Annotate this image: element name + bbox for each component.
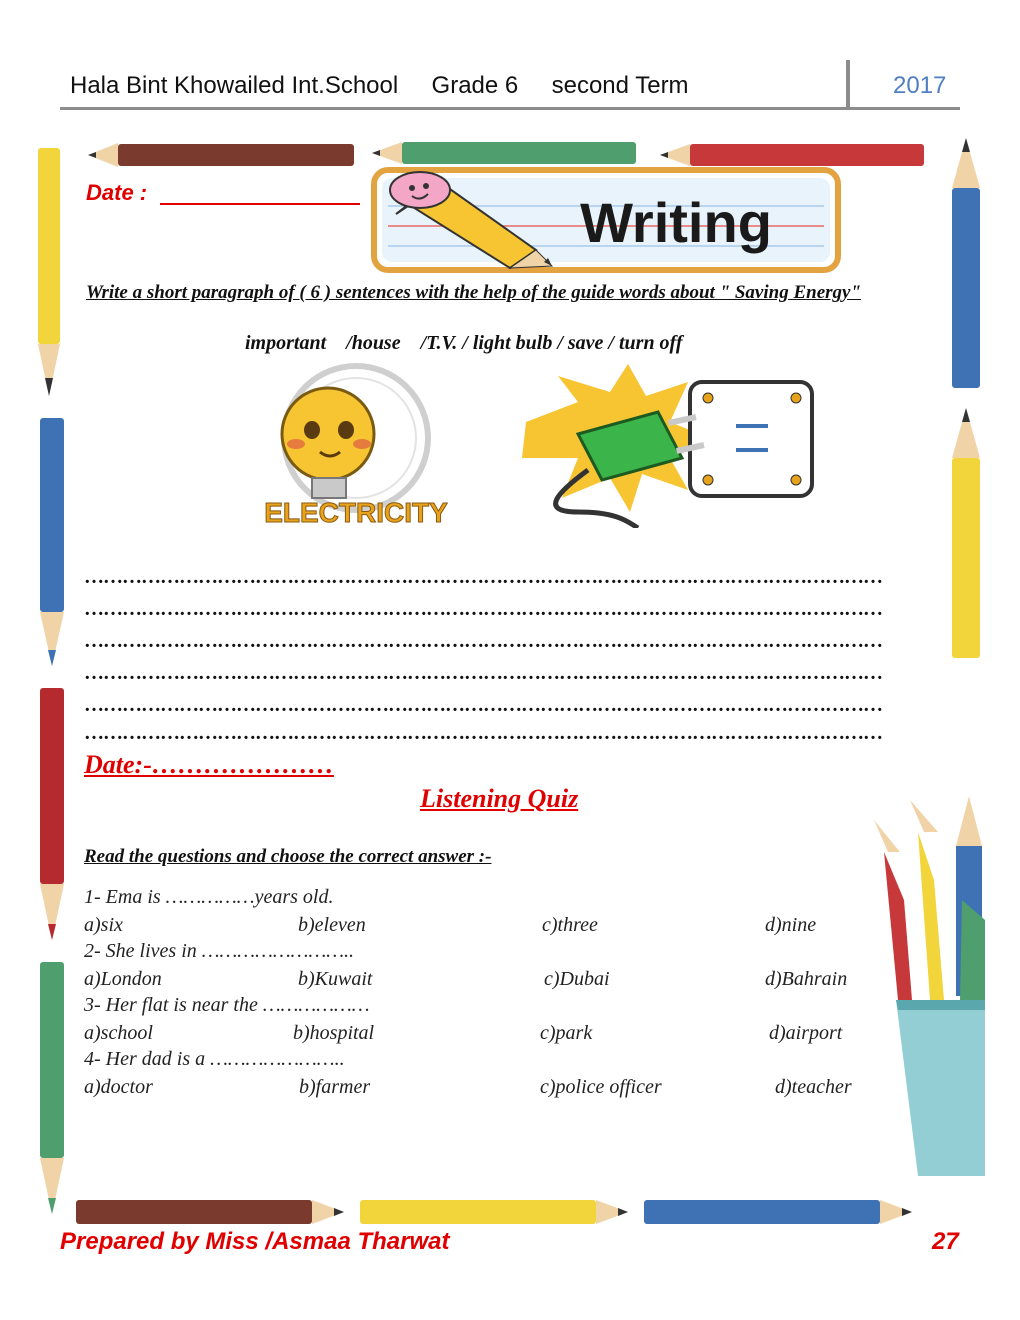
quiz-title: Listening Quiz	[420, 784, 579, 813]
light-bulb-picture	[216, 362, 496, 528]
answer-option-a[interactable]: a)London	[84, 968, 162, 990]
writing-date-underline	[160, 203, 360, 205]
bottom-pencil-yellow-icon	[360, 1200, 628, 1224]
writing-line[interactable]: ………………………………………………………………………………………………………………	[84, 662, 882, 684]
answer-option-c[interactable]: c)three	[542, 914, 598, 936]
left-pencil-yellow-icon	[38, 148, 60, 396]
answer-option-d[interactable]: d)Bahrain	[765, 968, 848, 990]
answer-option-b[interactable]: b)Kuwait	[298, 968, 373, 990]
answer-option-a[interactable]: a)six	[84, 914, 123, 936]
writing-instruction: Write a short paragraph of ( 6 ) sentences with the help of the guide words about " Saving Energy"	[86, 282, 862, 303]
left-pencil-green-icon	[40, 962, 64, 1214]
writing-date-label: Date :	[86, 180, 148, 205]
footer-author: Prepared by Miss /Asmaa Tharwat	[60, 1228, 450, 1255]
page-number: 27	[932, 1228, 959, 1255]
plug-picture	[518, 362, 818, 528]
left-pencil-red-icon	[40, 688, 64, 940]
writing-line[interactable]: ………………………………………………………………………………………………………………	[84, 566, 882, 588]
answer-option-b[interactable]: b)hospital	[293, 1022, 375, 1044]
answer-option-c[interactable]: c)park	[540, 1022, 593, 1044]
answer-option-d[interactable]: d)teacher	[775, 1076, 852, 1098]
answer-option-c[interactable]: c)police officer	[540, 1076, 662, 1098]
quiz-instruction: Read the questions and choose the correct answer :-	[84, 846, 492, 867]
writing-banner-title: Writing	[580, 191, 772, 254]
answer-option-b[interactable]: b)farmer	[299, 1076, 371, 1098]
question-text: 2- She lives in ……………………..	[84, 940, 355, 962]
right-pencil-yellow-icon	[952, 408, 980, 658]
electricity-caption: ELECTRICITY	[264, 497, 448, 528]
question-text: 1- Ema is ……………years old.	[84, 886, 334, 908]
left-pencil-blue-icon	[40, 418, 64, 666]
writing-banner	[368, 164, 844, 276]
quiz-date-label: Date:-…………………	[84, 750, 334, 779]
question-text: 3- Her flat is near the ………………	[84, 994, 370, 1016]
answer-option-a[interactable]: a)doctor	[84, 1076, 153, 1098]
answer-option-d[interactable]: d)nine	[765, 914, 817, 936]
header-year: 2017	[893, 72, 947, 99]
writing-line[interactable]: ………………………………………………………………………………………………………………	[84, 598, 882, 620]
right-pencil-blue-icon	[952, 138, 980, 388]
writing-line[interactable]: ………………………………………………………………………………………………………………	[84, 630, 882, 652]
wall-socket-icon	[690, 382, 812, 496]
answer-option-a[interactable]: a)school	[84, 1022, 153, 1044]
writing-line[interactable]: ………………………………………………………………………………………………………………	[84, 722, 882, 744]
answer-option-b[interactable]: b)eleven	[298, 914, 366, 936]
pencil-cup-icon	[874, 796, 985, 1176]
question-text: 4- Her dad is a …………………..	[84, 1048, 345, 1070]
bottom-pencil-blue-icon	[644, 1200, 912, 1224]
answer-option-c[interactable]: c)Dubai	[544, 968, 610, 990]
top-pencil-brown-icon	[88, 143, 354, 167]
header-title: Hala Bint Khowailed Int.School Grade 6 second Term	[70, 72, 689, 99]
top-pencil-red-icon	[660, 144, 924, 166]
guide-words: important /house /T.V. / light bulb / save / turn off	[245, 332, 683, 354]
bottom-pencil-brown-icon	[76, 1200, 344, 1224]
answer-option-d[interactable]: d)airport	[769, 1022, 843, 1044]
top-pencil-green-icon	[372, 142, 636, 164]
writing-line[interactable]: ………………………………………………………………………………………………………………	[84, 694, 882, 716]
